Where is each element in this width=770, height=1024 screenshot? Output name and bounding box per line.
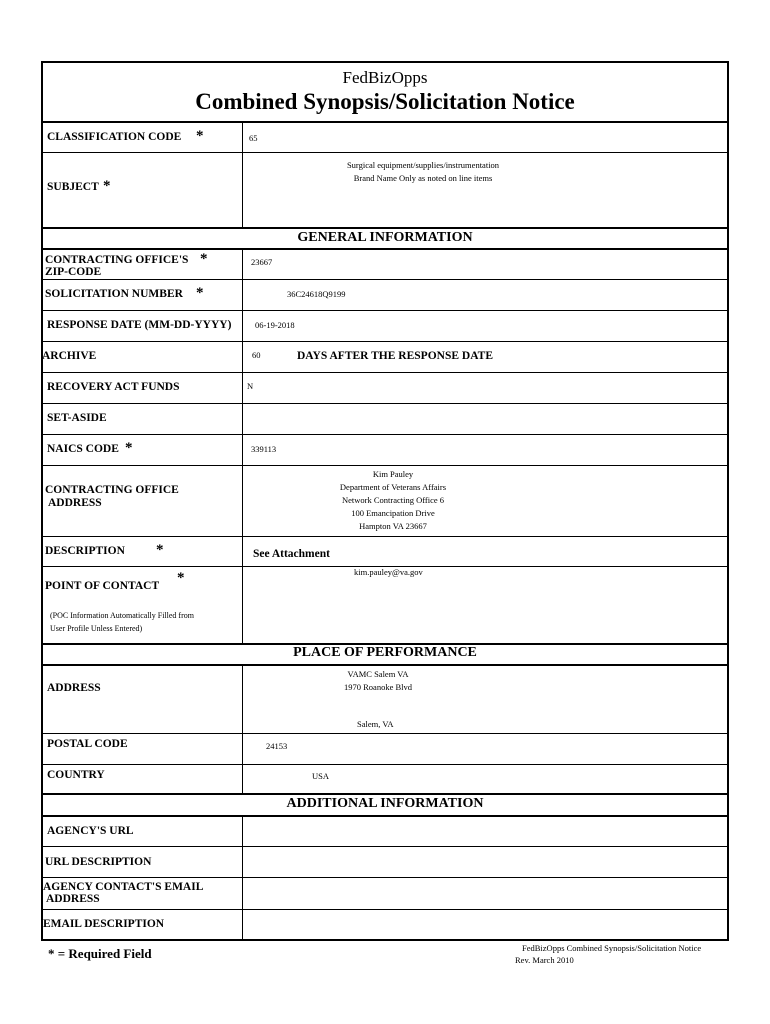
required-asterisk: * xyxy=(125,440,133,456)
recovery-act-funds-value[interactable]: N xyxy=(247,381,254,391)
point-of-contact-label: POINT OF CONTACT xyxy=(45,580,160,592)
response-date-value[interactable]: 06-19-2018 xyxy=(255,320,295,330)
country-value[interactable]: USA xyxy=(312,771,330,781)
zip-code-label xyxy=(45,254,188,278)
office-address-line: Department of Veterans Affairs xyxy=(339,482,447,492)
office-address-line: Hampton VA 23667 xyxy=(359,521,427,531)
rule xyxy=(41,310,729,311)
zip-code-label-line: ZIP-CODE xyxy=(45,266,102,278)
form-title: Combined Synopsis/Solicitation Notice xyxy=(195,89,575,114)
performance-address-value[interactable] xyxy=(243,668,513,694)
subject-line: Surgical equipment/supplies/instrumentation xyxy=(346,160,500,170)
classification-code-label: CLASSIFICATION CODE xyxy=(47,131,182,143)
required-asterisk: * xyxy=(196,128,204,144)
naics-code-value[interactable]: 339113 xyxy=(251,444,277,454)
archive-value[interactable]: 60 xyxy=(252,350,261,360)
performance-address-line: 1970 Roanoke Blvd xyxy=(344,682,412,692)
rule xyxy=(41,279,729,280)
poc-note-line: (POC Information Automatically Filled from xyxy=(50,611,194,620)
rule xyxy=(41,341,729,342)
rule xyxy=(41,372,729,373)
description-value[interactable]: See Attachment xyxy=(253,548,330,560)
subject-line: Brand Name Only as noted on line items xyxy=(353,173,493,183)
rule xyxy=(41,248,729,250)
required-asterisk: * xyxy=(103,178,111,194)
archive-suffix: DAYS AFTER THE RESPONSE DATE xyxy=(297,350,493,362)
section-general-information: GENERAL INFORMATION xyxy=(297,230,473,245)
rule xyxy=(41,403,729,404)
rule xyxy=(41,536,729,537)
country-label: COUNTRY xyxy=(47,769,105,781)
rule xyxy=(41,846,729,847)
section-additional-information: ADDITIONAL INFORMATION xyxy=(286,796,484,811)
rule xyxy=(41,121,729,123)
rule xyxy=(41,152,729,153)
performance-address-line: VAMC Salem VA xyxy=(347,669,409,679)
poc-note xyxy=(50,609,194,635)
description-label: DESCRIPTION xyxy=(45,545,125,557)
classification-code-value[interactable]: 65 xyxy=(249,133,258,143)
postal-code-value[interactable]: 24153 xyxy=(266,741,288,751)
rule xyxy=(41,909,729,910)
form-name-footer: FedBizOpps Combined Synopsis/Solicitation Notice xyxy=(522,943,702,953)
rule xyxy=(41,227,729,229)
url-description-label: URL DESCRIPTION xyxy=(45,856,152,868)
rule xyxy=(41,764,729,765)
poc-note-line: User Profile Unless Entered) xyxy=(50,624,143,633)
zip-code-value[interactable]: 23667 xyxy=(251,257,273,267)
agency-contact-email-label xyxy=(43,881,203,905)
revision-footer: Rev. March 2010 xyxy=(515,955,574,965)
required-field-note: * = Required Field xyxy=(48,946,152,961)
office-address-label-line: ADDRESS xyxy=(48,497,102,509)
office-address-label-line: CONTRACTING OFFICE xyxy=(45,484,179,496)
rule xyxy=(41,815,729,817)
agency-url-label: AGENCY'S URL xyxy=(47,825,134,837)
contact-email-label-line: AGENCY CONTACT'S EMAIL xyxy=(43,881,204,893)
archive-label: ARCHIVE xyxy=(42,350,97,362)
response-date-label: RESPONSE DATE (MM-DD-YYYY) xyxy=(47,319,232,331)
performance-address-label: ADDRESS xyxy=(47,682,101,694)
office-address-line: Network Contracting Office 6 xyxy=(341,495,445,505)
rule xyxy=(41,434,729,435)
office-address-line: 100 Emancipation Drive xyxy=(351,508,435,518)
section-place-of-performance: PLACE OF PERFORMANCE xyxy=(293,645,477,660)
solicitation-number-value[interactable]: 36C24618Q9199 xyxy=(287,289,346,299)
rule xyxy=(41,733,729,734)
rule xyxy=(41,465,729,466)
rule xyxy=(41,877,729,878)
postal-code-label: POSTAL CODE xyxy=(47,738,128,750)
column-divider xyxy=(242,815,243,939)
naics-code-label: NAICS CODE xyxy=(47,443,119,455)
required-asterisk: * xyxy=(177,570,185,586)
required-asterisk: * xyxy=(196,285,204,301)
rule xyxy=(41,793,729,795)
set-aside-label: SET-ASIDE xyxy=(47,412,107,424)
rule xyxy=(41,664,729,666)
email-description-label: EMAIL DESCRIPTION xyxy=(43,918,165,930)
contracting-office-address-value[interactable] xyxy=(243,468,543,533)
office-address-line: Kim Pauley xyxy=(372,469,414,479)
subject-value[interactable] xyxy=(243,159,603,185)
brand-name: FedBizOpps xyxy=(342,68,428,87)
required-asterisk: * xyxy=(156,542,164,558)
zip-code-label-line: CONTRACTING OFFICE'S xyxy=(45,254,189,266)
recovery-act-funds-label: RECOVERY ACT FUNDS xyxy=(47,381,180,393)
column-divider xyxy=(242,248,243,643)
required-asterisk: * xyxy=(200,251,208,267)
solicitation-number-label: SOLICITATION NUMBER xyxy=(45,288,183,300)
performance-city-value[interactable]: Salem, VA xyxy=(357,719,394,729)
point-of-contact-value[interactable]: kim.pauley@va.gov xyxy=(354,567,423,577)
subject-label: SUBJECT xyxy=(47,181,99,193)
contact-email-label-line: ADDRESS xyxy=(46,893,100,905)
contracting-office-address-label xyxy=(45,484,179,510)
